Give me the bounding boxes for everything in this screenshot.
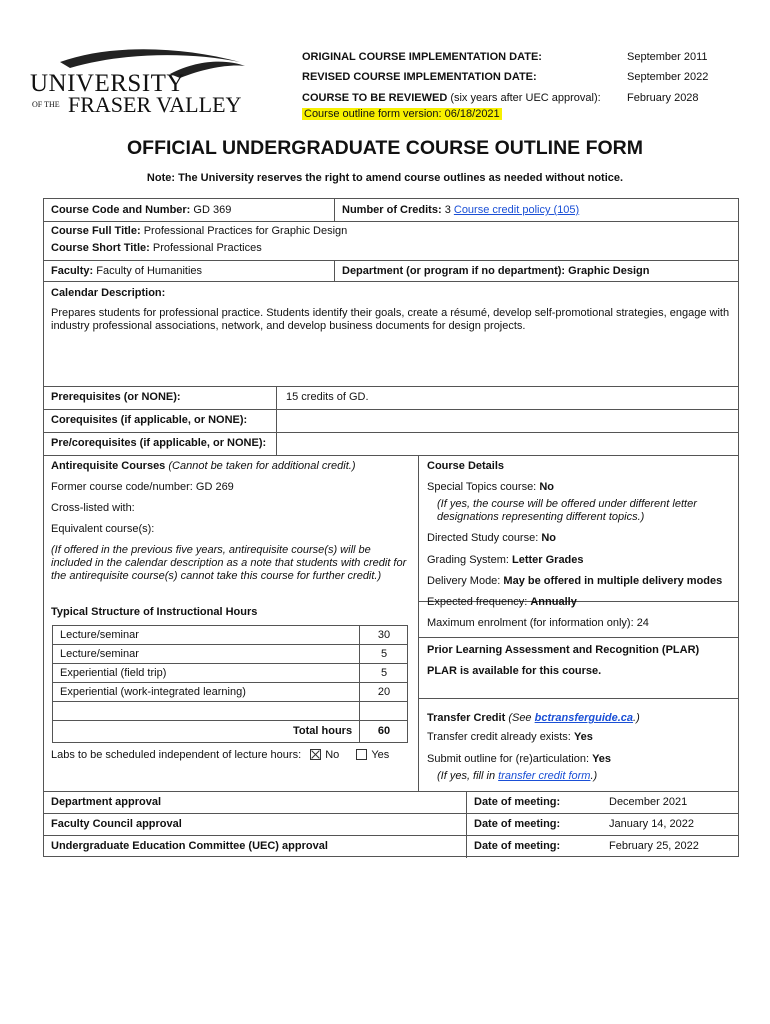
form-version [302,108,502,120]
antireq-heading: Antirequisite Courses (Cannot be taken for additional credit.) [51,460,356,472]
faculty-council-approval-label: Faculty Council approval [51,818,182,830]
labs-yes-checkbox[interactable] [356,749,367,760]
special-topics-note: (If yes, the course will be offered under different letter designations representing different topics.) [437,498,697,523]
faculty: Faculty: Faculty of Humanities [51,265,203,277]
table-row [53,702,407,721]
special-topics: Special Topics course: No [427,481,554,493]
amend-note: Note: The University reserves the right to amend course outlines as needed without notice. [146,172,624,184]
submit-outline: Submit outline for (re)articulation: Yes [427,753,612,765]
calendar-description: Prepares students for professional practice. Students identify their goals, create a résumé, develop self-promotional strategies, engage with industry professional associations, network, and develop business documents for design projects. [51,307,730,332]
short-title: Course Short Title: Professional Practices [51,242,262,254]
table-row: Lecture/seminar 5 [53,645,407,664]
table-row: Experiential (field trip) 5 [53,664,407,683]
plar-heading: Prior Learning Assessment and Recognition (PLAR) [427,644,700,656]
original-date-value: September 2011 [627,51,708,63]
credit-policy-link[interactable]: Course credit policy (105) [453,204,580,216]
meeting-label: Date of meeting: [474,840,561,852]
coreq-label: Corequisites (if applicable, or NONE): [51,414,248,426]
course-outline-form [43,198,739,857]
plar-text: PLAR is available for this course. [427,665,602,677]
faculty-council-approval-date: January 14, 2022 [609,818,695,830]
total-row: Total hours 60 [53,721,407,743]
credits-value: 3 [444,204,451,216]
meeting-label: Date of meeting: [474,818,561,830]
prereq-value: 15 credits of GD. [286,391,369,403]
department-value: Graphic Design [568,265,650,277]
submit-outline-note: (If yes, fill in transfer credit form.) [437,770,598,782]
department-approval-date: December 2021 [609,796,688,808]
logo-of-the: OF THE [32,100,60,109]
hours-table [52,625,408,743]
expected-frequency: Expected frequency: Annually [427,596,577,608]
review-date-note: (six years after UEC approval): [450,92,601,104]
table-row: Experiential (work-integrated learning) 20 [53,683,407,702]
labs-row: Labs to be scheduled independent of lecture hours: No Yes [51,749,390,761]
delivery-mode: Delivery Mode: May be offered in multiple delivery modes [427,575,723,587]
logo-line2: FRASER VALLEY [68,92,242,117]
logo-line1: UNIVERSITY [30,70,185,97]
course-code-value: GD 369 [193,204,232,216]
form-version-text: Course outline form version: 06/18/2021 [304,108,500,120]
directed-study: Directed Study course: No [427,532,557,544]
transfer-credit-form-link[interactable]: transfer credit form [498,770,591,782]
hours-heading: Typical Structure of Instructional Hours [51,606,258,618]
meeting-label: Date of meeting: [474,796,561,808]
transfer-credit: Transfer Credit (See bctransferguide.ca.) [427,712,640,724]
table-row: Lecture/seminar 30 [53,626,407,645]
max-enrolment: Maximum enrolment (for information only): 24 [427,617,649,629]
revised-date-value: September 2022 [627,71,709,83]
uec-approval-label: Undergraduate Education Committee (UEC) approval [51,840,328,852]
cross-listed: Cross-listed with: [51,502,135,514]
review-date-value: February 2028 [627,92,699,104]
antireq-note: (If offered in the previous five years, antirequisite course(s) will be included in the calendar description as a note that students with credit for the antirequisite course(s) cannot take this course for further credit.) [51,544,407,582]
labs-no-checkbox[interactable] [310,749,321,760]
short-title-value: Professional Practices [152,242,262,254]
transfer-exists: Transfer credit already exists: Yes [427,731,593,743]
department-approval-label: Department approval [51,796,162,808]
equivalent-courses: Equivalent course(s): [51,523,155,535]
full-title-value: Professional Practices for Graphic Design [143,225,348,237]
grading-system: Grading System: Letter Grades [427,554,584,566]
full-title: Course Full Title: Professional Practices for Graphic Design [51,225,348,237]
original-date-label: ORIGINAL COURSE IMPLEMENTATION DATE: [302,51,542,63]
review-date-row [302,92,601,104]
uec-approval-date: February 25, 2022 [609,840,699,852]
page-title: OFFICIAL UNDERGRADUATE COURSE OUTLINE FORM [126,137,644,159]
former-course: Former course code/number: GD 269 [51,481,234,493]
faculty-value: Faculty of Humanities [96,265,203,277]
bctransferguide-link[interactable]: bctransferguide.ca [534,712,634,724]
department: Department (or program if no department): Graphic Design [342,265,650,277]
credits: Number of Credits: 3 Course credit policy (105) [342,204,580,216]
revised-date-label: REVISED COURSE IMPLEMENTATION DATE: [302,71,537,83]
calendar-label: Calendar Description: [51,287,166,299]
details-heading: Course Details [427,460,505,472]
precoreq-label: Pre/corequisites (if applicable, or NONE): [51,437,267,449]
review-date-label: COURSE TO BE REVIEWED [302,92,448,104]
prereq-label: Prerequisites (or NONE): [51,391,181,403]
university-logo [30,48,255,123]
course-code: Course Code and Number: GD 369 [51,204,232,216]
